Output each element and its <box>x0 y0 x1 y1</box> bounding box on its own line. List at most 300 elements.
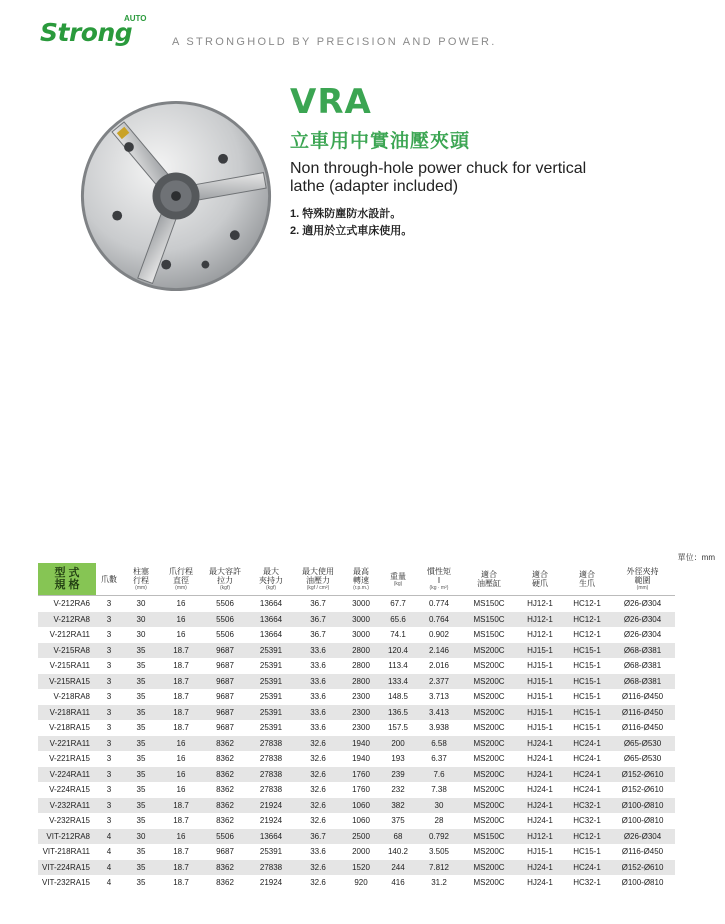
table-cell: 8362 <box>202 860 248 876</box>
table-cell: 9687 <box>216 661 234 671</box>
table-cell: MS200C <box>462 860 516 876</box>
table-cell: 16 <box>160 829 202 845</box>
table-cell: 35 <box>122 674 160 690</box>
table-cell: HJ24-1 <box>516 767 564 783</box>
table-cell: 0.764 <box>416 612 462 628</box>
column-header-top: 最大使用 <box>302 567 334 576</box>
table-row <box>38 844 675 860</box>
table-cell: HJ24-1 <box>527 816 553 826</box>
table-cell: 8362 <box>202 736 248 752</box>
model-cell: V-212RA6 <box>53 599 90 609</box>
table-cell: 27838 <box>248 767 294 783</box>
table-cell: 3 <box>106 692 112 702</box>
table-cell: 25391 <box>259 723 283 733</box>
table-cell: 25391 <box>248 643 294 659</box>
table-cell: 35 <box>122 705 160 721</box>
table-cell: 9687 <box>202 705 248 721</box>
table-cell: 157.5 <box>387 723 409 733</box>
column-header <box>516 563 564 596</box>
table-cell: 9687 <box>216 723 234 733</box>
table-cell: 68 <box>380 829 416 845</box>
table-cell: 32.6 <box>310 785 326 795</box>
table-cell: 13664 <box>259 630 283 640</box>
table-cell: MS200C <box>473 754 505 764</box>
table-cell: 7.38 <box>431 785 447 795</box>
table-cell: Ø116-Ø450 <box>621 723 664 733</box>
column-header <box>38 563 96 596</box>
table-cell: 1060 <box>352 816 370 826</box>
table-cell: 35 <box>136 661 146 671</box>
table-cell: 18.7 <box>173 816 189 826</box>
column-header-bottom: 油壓力 <box>306 576 330 585</box>
table-cell: Ø152-Ø610 <box>610 860 675 876</box>
table-row <box>38 720 675 736</box>
table-cell: 18.7 <box>160 860 202 876</box>
table-cell: 3.938 <box>428 723 450 733</box>
table-cell: 32.6 <box>294 767 342 783</box>
table-cell: HC12-1 <box>573 599 601 609</box>
column-header-bottom: 規 格 <box>54 579 80 591</box>
table-cell: HC32-1 <box>573 816 601 826</box>
table-cell: 9687 <box>216 692 234 702</box>
table-cell: HJ15-1 <box>516 643 564 659</box>
column-header-top: 爪數 <box>101 574 117 584</box>
table-cell: 8362 <box>216 754 234 764</box>
table-cell: HJ12-1 <box>527 630 553 640</box>
model-cell: V-215RA8 <box>38 643 96 659</box>
table-cell: 3000 <box>352 599 370 609</box>
table-cell: 25391 <box>259 692 283 702</box>
table-cell: 27838 <box>259 754 283 764</box>
table-cell: 31.2 <box>431 878 447 888</box>
table-cell: 67.7 <box>390 599 406 609</box>
table-cell: HJ12-1 <box>516 612 564 628</box>
column-header <box>380 563 416 596</box>
table-cell: 32.6 <box>294 798 342 814</box>
table-cell: HC24-1 <box>564 767 610 783</box>
model-cell: V-218RA8 <box>53 692 90 702</box>
table-cell: 8362 <box>202 767 248 783</box>
table-cell: 33.6 <box>294 705 342 721</box>
table-row <box>38 627 675 643</box>
model-cell: V-215RA11 <box>49 661 90 671</box>
table-cell: 1520 <box>342 860 380 876</box>
table-cell: 3 <box>106 661 112 671</box>
table-cell: 5506 <box>216 599 234 609</box>
brand-tagline: A STRONGHOLD BY PRECISION AND POWER. <box>172 36 497 48</box>
table-cell: 3.713 <box>428 692 450 702</box>
product-subtitle-cn: 立車用中實油壓夾頭 <box>290 131 471 152</box>
column-header-bottom: 行程 <box>133 576 149 585</box>
unit-label: 單位：mm <box>677 553 715 562</box>
table-cell: MS150C <box>473 630 505 640</box>
table-cell: 33.6 <box>294 643 342 659</box>
table-cell: 3 <box>106 785 112 795</box>
table-cell: MS200C <box>462 767 516 783</box>
table-cell: Ø68-Ø381 <box>610 643 675 659</box>
column-header-top: 爪行程 <box>169 567 193 576</box>
table-cell: HJ24-1 <box>516 798 564 814</box>
table-cell: MS200C <box>473 878 505 888</box>
column-header-bottom: 轉速 <box>353 576 369 585</box>
table-cell: HC32-1 <box>564 798 610 814</box>
table-cell: Ø26-Ø304 <box>610 612 675 628</box>
table-cell: MS200C <box>462 674 516 690</box>
brand-sub: AUTO <box>124 14 147 23</box>
column-header-bottom: 生爪 <box>579 579 595 588</box>
model-cell: V-232RA11 <box>38 798 96 814</box>
table-cell: 8362 <box>216 816 234 826</box>
table-row <box>38 875 675 891</box>
table-cell: 239 <box>380 767 416 783</box>
model-cell: V-221RA11 <box>38 736 96 752</box>
column-header-top: 適合 <box>532 570 548 579</box>
table-cell: MS200C <box>462 798 516 814</box>
table-cell: HJ15-1 <box>527 661 553 671</box>
column-header-top: 柱塞 <box>133 567 149 576</box>
table-cell: 375 <box>391 816 405 826</box>
table-cell: Ø116-Ø450 <box>621 692 664 702</box>
table-cell: 21924 <box>248 798 294 814</box>
table-cell: 0.792 <box>416 829 462 845</box>
table-cell: 30 <box>136 630 146 640</box>
table-cell: 18.7 <box>173 847 189 857</box>
model-cell: VIT-212RA8 <box>38 829 96 845</box>
table-cell: 35 <box>122 643 160 659</box>
table-cell: 1940 <box>352 754 370 764</box>
table-cell: 16 <box>176 785 186 795</box>
table-cell: MS200C <box>473 692 505 702</box>
table-cell: 3.505 <box>428 847 450 857</box>
table-cell: 33.6 <box>310 692 326 702</box>
table-cell: 1760 <box>342 767 380 783</box>
brand-logo <box>40 14 155 50</box>
column-header <box>248 563 294 596</box>
table-cell: 27838 <box>259 785 283 795</box>
table-cell: 140.2 <box>387 847 409 857</box>
table-cell: 16 <box>176 754 186 764</box>
table-cell: 6.37 <box>431 754 447 764</box>
column-header-top: 重量 <box>390 571 406 581</box>
table-cell: 4 <box>96 829 122 845</box>
table-row <box>38 798 675 814</box>
table-cell: HC24-1 <box>564 736 610 752</box>
table-cell: 7.812 <box>416 860 462 876</box>
column-header-top: 適合 <box>579 570 595 579</box>
column-header-unit: (kgf) <box>220 585 230 591</box>
table-cell: 25391 <box>248 674 294 690</box>
table-cell: 3 <box>96 612 122 628</box>
column-header-bottom: 拉力 <box>217 576 233 585</box>
table-cell: 30 <box>122 612 160 628</box>
table-cell: MS200C <box>462 643 516 659</box>
table-cell: 21924 <box>259 816 283 826</box>
column-header-unit: (mm) <box>175 585 187 591</box>
table-cell: HC12-1 <box>564 612 610 628</box>
table-cell: 0.774 <box>428 599 450 609</box>
column-header-bottom: 範圍 <box>634 576 651 585</box>
table-cell: 2500 <box>342 829 380 845</box>
table-row <box>38 674 675 690</box>
model-cell: V-212RA11 <box>49 630 90 640</box>
column-header-bottom: 夾持力 <box>259 576 283 585</box>
table-cell: HC15-1 <box>564 643 610 659</box>
table-cell: 36.7 <box>294 829 342 845</box>
column-header-bottom: 油壓缸 <box>477 579 501 588</box>
table-cell: 30 <box>416 798 462 814</box>
column-header <box>202 563 248 596</box>
spec-table-header <box>38 563 675 596</box>
table-row <box>38 860 675 876</box>
table-cell: 35 <box>136 878 146 888</box>
table-cell: 18.7 <box>160 674 202 690</box>
table-cell: 16 <box>176 599 186 609</box>
table-cell: 33.6 <box>310 661 326 671</box>
table-cell: 3 <box>96 705 122 721</box>
table-cell: 5506 <box>202 829 248 845</box>
table-cell: Ø26-Ø304 <box>610 829 675 845</box>
table-cell: 133.4 <box>380 674 416 690</box>
table-cell: 136.5 <box>380 705 416 721</box>
table-cell: 13664 <box>248 612 294 628</box>
table-cell: 2300 <box>352 692 370 702</box>
table-row <box>38 643 675 659</box>
table-cell: HJ24-1 <box>527 754 553 764</box>
column-header-unit: (kg) <box>393 580 403 587</box>
table-cell: 120.4 <box>380 643 416 659</box>
table-cell: 2800 <box>342 643 380 659</box>
table-cell: 35 <box>122 798 160 814</box>
table-cell: HJ24-1 <box>516 860 564 876</box>
table-row <box>38 705 675 721</box>
table-cell: HJ24-1 <box>527 785 553 795</box>
table-cell: 35 <box>122 736 160 752</box>
table-cell: 4 <box>106 878 112 888</box>
column-header <box>610 563 675 596</box>
table-row <box>38 782 675 798</box>
model-cell: VIT-232RA15 <box>41 878 90 888</box>
spec-table <box>38 563 675 891</box>
table-cell: HC12-1 <box>564 829 610 845</box>
table-cell: 8362 <box>216 785 234 795</box>
table-cell: 35 <box>122 860 160 876</box>
column-header-top: 慣性矩 <box>427 567 451 576</box>
model-cell: V-218RA15 <box>49 723 90 733</box>
table-cell: 74.1 <box>390 630 406 640</box>
table-cell: 920 <box>354 878 368 888</box>
table-cell: 3 <box>96 643 122 659</box>
table-row <box>38 813 675 829</box>
table-cell: HC24-1 <box>573 785 601 795</box>
table-cell: 113.4 <box>388 661 408 671</box>
column-header-top: 適合 <box>481 570 497 579</box>
feature-item: 2. 適用於立式車床使用。 <box>290 225 413 237</box>
table-cell: 1760 <box>352 785 370 795</box>
spec-table-body <box>38 596 675 891</box>
table-cell: 18.7 <box>173 723 189 733</box>
table-cell: 8362 <box>216 878 234 888</box>
table-cell: 18.7 <box>173 878 189 888</box>
table-cell: HJ15-1 <box>527 847 553 857</box>
table-cell: 1060 <box>342 798 380 814</box>
table-cell: HJ12-1 <box>516 829 564 845</box>
column-header-top: 外徑夾持 <box>626 567 659 576</box>
table-cell: Ø100-Ø810 <box>621 816 664 826</box>
table-cell: HC24-1 <box>564 860 610 876</box>
table-cell: MS200C <box>473 723 505 733</box>
column-header <box>342 563 380 596</box>
table-cell: HC15-1 <box>573 692 601 702</box>
model-cell: V-221RA15 <box>49 754 90 764</box>
table-cell: 35 <box>136 847 146 857</box>
table-row <box>38 767 675 783</box>
table-cell: 3 <box>106 816 112 826</box>
table-cell: Ø116-Ø450 <box>621 847 664 857</box>
table-cell: 16 <box>176 630 186 640</box>
table-cell: 25391 <box>259 847 283 857</box>
table-cell: MS200C <box>473 785 505 795</box>
column-header <box>160 563 202 596</box>
table-cell: 9687 <box>216 847 234 857</box>
table-cell: 30 <box>122 829 160 845</box>
column-header <box>96 563 122 596</box>
column-header-bottom: I <box>437 576 441 585</box>
table-row <box>38 596 675 612</box>
column-header-unit: (mm) <box>636 585 649 591</box>
table-cell: 4 <box>106 847 112 857</box>
model-cell: V-224RA15 <box>49 785 90 795</box>
table-cell: 18.7 <box>160 705 202 721</box>
table-cell: HJ15-1 <box>527 723 553 733</box>
table-cell: HC15-1 <box>564 674 610 690</box>
table-cell: MS200C <box>473 816 505 826</box>
table-cell: MS200C <box>462 736 516 752</box>
table-cell: 8362 <box>202 798 248 814</box>
table-cell: Ø26-Ø304 <box>623 630 662 640</box>
table-cell: 32.6 <box>294 736 342 752</box>
table-cell: 30 <box>136 599 146 609</box>
table-row <box>38 751 675 767</box>
table-cell: 2300 <box>342 705 380 721</box>
table-cell: 36.7 <box>294 612 342 628</box>
model-cell: VIT-224RA15 <box>38 860 96 876</box>
table-cell: Ø68-Ø381 <box>623 661 662 671</box>
table-cell: Ø26-Ø304 <box>623 599 662 609</box>
column-header <box>416 563 462 596</box>
table-cell: Ø116-Ø450 <box>610 705 675 721</box>
table-cell: HJ24-1 <box>527 878 553 888</box>
table-cell: HC12-1 <box>573 630 601 640</box>
product-subtitle-en: Non through-hole power chuck for vertical lathe (adapter included) <box>290 160 587 195</box>
column-header-bottom: 直徑 <box>173 576 189 585</box>
table-cell: HC15-1 <box>573 847 601 857</box>
table-cell: HJ12-1 <box>527 599 553 609</box>
table-cell: 18.7 <box>160 643 202 659</box>
feature-item: 1. 特殊防塵防水設計。 <box>290 208 402 220</box>
table-cell: 25391 <box>248 705 294 721</box>
table-cell: 35 <box>136 723 146 733</box>
table-cell: 65.6 <box>380 612 416 628</box>
table-cell: 32.6 <box>310 754 326 764</box>
column-header-unit: (kgf) <box>266 585 276 591</box>
table-cell: 18.7 <box>173 692 189 702</box>
model-cell: V-212RA8 <box>38 612 96 628</box>
table-cell: 32.6 <box>294 860 342 876</box>
table-cell: 1940 <box>342 736 380 752</box>
table-row <box>38 736 675 752</box>
table-cell: 13664 <box>259 599 283 609</box>
table-cell: 35 <box>136 785 146 795</box>
column-header-unit: (r.p.m.) <box>353 585 369 591</box>
table-cell: 36.7 <box>310 630 326 640</box>
table-cell: Ø100-Ø810 <box>610 798 675 814</box>
table-cell: HC15-1 <box>573 661 601 671</box>
table-cell: 2000 <box>352 847 370 857</box>
table-cell: 18.7 <box>160 798 202 814</box>
model-cell: V-215RA15 <box>38 674 96 690</box>
table-cell: 2.377 <box>416 674 462 690</box>
table-cell: Ø152-Ø610 <box>621 785 664 795</box>
table-cell: 7.6 <box>416 767 462 783</box>
table-cell: 200 <box>380 736 416 752</box>
chuck-product-image <box>78 98 274 294</box>
table-cell: 13664 <box>248 829 294 845</box>
table-cell: 244 <box>380 860 416 876</box>
table-cell: 2.146 <box>416 643 462 659</box>
column-header <box>294 563 342 596</box>
table-cell: 27838 <box>248 736 294 752</box>
model-cell: V-224RA11 <box>38 767 96 783</box>
table-cell: 18.7 <box>173 661 189 671</box>
table-cell: 6.58 <box>416 736 462 752</box>
table-cell: 35 <box>122 767 160 783</box>
table-cell: Ø65-Ø530 <box>623 754 662 764</box>
column-header-unit: (kgf / cm²) <box>306 585 330 591</box>
table-cell: 2300 <box>352 723 370 733</box>
table-cell: Ø100-Ø810 <box>621 878 664 888</box>
column-header <box>564 563 610 596</box>
table-cell: 4 <box>96 860 122 876</box>
table-cell: 35 <box>136 816 146 826</box>
table-cell: HC32-1 <box>573 878 601 888</box>
table-cell: 416 <box>391 878 405 888</box>
table-cell: 3 <box>96 674 122 690</box>
table-cell: 3 <box>96 798 122 814</box>
table-cell: HJ15-1 <box>516 705 564 721</box>
table-cell: 3 <box>106 754 112 764</box>
table-cell: 32.6 <box>310 816 326 826</box>
table-cell: 3 <box>106 599 112 609</box>
table-cell: 2800 <box>352 661 370 671</box>
table-cell: 5506 <box>216 630 234 640</box>
column-header <box>462 563 516 596</box>
table-cell: 193 <box>391 754 405 764</box>
table-cell: 16 <box>160 736 202 752</box>
table-cell: 27838 <box>248 860 294 876</box>
table-cell: 16 <box>160 612 202 628</box>
model-cell: V-232RA15 <box>49 816 90 826</box>
table-cell: 33.6 <box>310 847 326 857</box>
table-cell: HC15-1 <box>573 723 601 733</box>
column-header-top: 最大 <box>263 567 279 576</box>
product-title: VRA <box>290 82 372 122</box>
column-header-unit: (kg · m²) <box>429 585 449 591</box>
feature-list <box>290 206 412 240</box>
table-cell: HJ15-1 <box>516 674 564 690</box>
column-header-bottom: 硬爪 <box>532 579 548 588</box>
model-cell: VIT-218RA11 <box>42 847 90 857</box>
column-header-top: 最大容許 <box>209 567 241 576</box>
